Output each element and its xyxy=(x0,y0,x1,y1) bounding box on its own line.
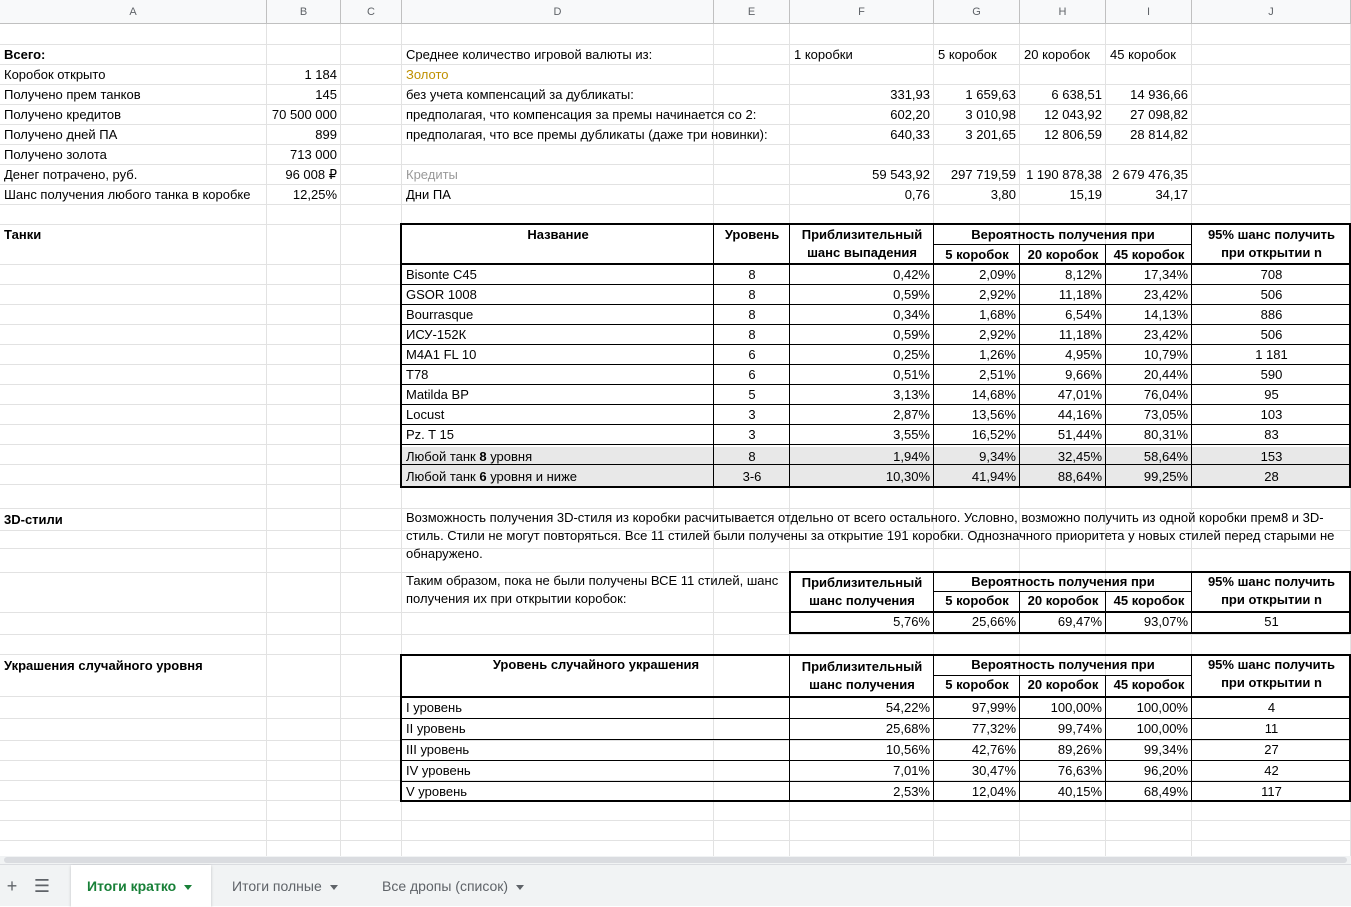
summary-value: 713 000 xyxy=(290,147,337,162)
styles3d-header-b20: 20 коробок xyxy=(1027,593,1099,608)
summary-label: Получено кредитов xyxy=(4,107,122,122)
tank-b45: 14,13% xyxy=(1143,307,1188,322)
credits-value: 297 719,59 xyxy=(950,167,1016,182)
tank-b5: 2,92% xyxy=(979,287,1016,302)
column-header-j[interactable]: J xyxy=(1192,0,1351,24)
styles3d-description: Возможность получения 3D-стиля из коробки расчитывается отдельно от всего остального. Условно, возможно получить из одной коробки прем8 и 3D-стиль. Стили не могут повторяться. Все 11 стилей были получены за открытие 191 коробки. Однозначного приоритета у новых стилей перед старыми не обнаружено. xyxy=(406,510,1335,561)
tank-b20: 51,44% xyxy=(1057,427,1102,442)
tank-b45: 17,34% xyxy=(1143,267,1188,282)
chevron-down-icon[interactable] xyxy=(184,885,192,890)
tank-chance: 0,25% xyxy=(893,347,930,362)
decoration-b5: 42,76% xyxy=(971,742,1016,757)
decoration-n95: 4 xyxy=(1267,700,1276,715)
tank-name-level: 6 xyxy=(479,469,487,484)
summary-value: 145 xyxy=(315,87,337,102)
credits-value: 59 543,92 xyxy=(872,167,930,182)
currency-header: 5 коробок xyxy=(938,47,997,62)
decoration-name: II уровень xyxy=(406,721,466,736)
tank-chance: 2,87% xyxy=(893,407,930,422)
decoration-b20: 76,63% xyxy=(1057,763,1102,778)
decoration-b5: 30,47% xyxy=(971,763,1016,778)
decoration-name: V уровень xyxy=(406,784,468,799)
tank-level: 8 xyxy=(748,287,756,302)
credits-value: 1 190 878,38 xyxy=(1026,167,1102,182)
summary-value: 70 500 000 xyxy=(271,107,337,122)
decoration-b5: 77,32% xyxy=(971,721,1016,736)
tank-name: GSOR 1008 xyxy=(406,287,477,302)
decoration-name: III уровень xyxy=(406,742,470,757)
tank-b45: 80,31% xyxy=(1143,427,1188,442)
summary-value: 899 xyxy=(315,127,337,142)
tank-name: Pz. T 15 xyxy=(406,427,454,442)
tank-name-suffix: уровня xyxy=(486,449,533,464)
styles3d-header-chance: Приблизительный шанс получения xyxy=(801,575,923,608)
tank-chance: 0,59% xyxy=(893,287,930,302)
tank-b45: 58,64% xyxy=(1143,449,1188,464)
tank-n95: 590 xyxy=(1260,367,1283,382)
column-header-i[interactable]: I xyxy=(1106,0,1192,24)
tank-b20: 47,01% xyxy=(1057,387,1102,402)
tank-b5: 1,26% xyxy=(979,347,1016,362)
tank-name-suffix: уровня и ниже xyxy=(486,469,577,484)
decorations-header-n95: 95% шанс получить при открытии n xyxy=(1207,657,1336,690)
scrollbar-thumb[interactable] xyxy=(4,857,1347,863)
tab-itogi-polnye[interactable] xyxy=(216,865,360,907)
decoration-n95: 42 xyxy=(1264,763,1279,778)
summary-value: 12,25% xyxy=(292,187,337,202)
tank-name-prefix: Любой танк xyxy=(406,469,480,484)
tank-name-level: 8 xyxy=(479,449,487,464)
column-header-d[interactable]: D xyxy=(402,0,714,24)
gold-label: Золото xyxy=(406,67,449,82)
gold-row-value: 3 201,65 xyxy=(965,127,1016,142)
decoration-b5: 12,04% xyxy=(971,784,1016,799)
column-header-e[interactable]: E xyxy=(714,0,790,24)
gold-row-value: 602,20 xyxy=(890,107,930,122)
tank-b45: 76,04% xyxy=(1143,387,1188,402)
pa-value: 3,80 xyxy=(990,187,1016,202)
currency-header: 1 коробки xyxy=(794,47,853,62)
styles3d-header-b5: 5 коробок xyxy=(945,593,1009,608)
decorations-header-prob-group: Вероятность получения при xyxy=(971,657,1155,672)
tank-b45: 23,42% xyxy=(1143,327,1188,342)
tank-name-prefix: Любой танк xyxy=(406,449,480,464)
decorations-header-name: Уровень случайного украшения xyxy=(492,657,700,672)
decoration-chance: 54,22% xyxy=(885,700,930,715)
tank-level: 6 xyxy=(748,367,756,382)
tanks-header-b45: 45 коробок xyxy=(1113,247,1185,262)
tank-b45: 10,79% xyxy=(1143,347,1188,362)
decorations-header-b5: 5 коробок xyxy=(945,677,1009,692)
gold-row-value: 28 814,82 xyxy=(1130,127,1188,142)
pa-value: 0,76 xyxy=(904,187,930,202)
styles3d-header-n95: 95% шанс получить при открытии n xyxy=(1207,574,1336,607)
decorations-header-chance: Приблизительный шанс получения xyxy=(801,659,923,692)
tank-b20: 4,95% xyxy=(1065,347,1102,362)
summary-label: Денег потрачено, руб. xyxy=(4,167,138,182)
sheet-tab-bar xyxy=(0,864,1351,906)
summary-value: 1 184 xyxy=(304,67,337,82)
summary-label: Шанс получения любого танка в коробке xyxy=(4,187,251,202)
summary-label: Получено прем танков xyxy=(4,87,141,102)
tank-level: 3 xyxy=(748,407,756,422)
tanks-header-level: Уровень xyxy=(724,227,780,242)
decoration-chance: 25,68% xyxy=(885,721,930,736)
tank-b5: 14,68% xyxy=(971,387,1016,402)
tank-chance: 0,51% xyxy=(893,367,930,382)
tank-n95: 506 xyxy=(1260,327,1283,342)
currency-header: 45 коробок xyxy=(1110,47,1176,62)
decoration-b20: 99,74% xyxy=(1057,721,1102,736)
decoration-b45: 96,20% xyxy=(1143,763,1188,778)
column-header-f[interactable]: F xyxy=(790,0,934,24)
tank-n95: 886 xyxy=(1260,307,1283,322)
gold-row-value: 3 010,98 xyxy=(965,107,1016,122)
tank-b20: 32,45% xyxy=(1057,449,1102,464)
tab-label: Итоги кратко xyxy=(87,878,177,894)
styles3d-b5: 25,66% xyxy=(971,614,1016,629)
column-header-g[interactable]: G xyxy=(934,0,1020,24)
tank-name: Bisonte C45 xyxy=(406,267,477,282)
tank-name-summary xyxy=(402,467,714,487)
tank-level: 8 xyxy=(748,449,756,464)
tank-n95: 708 xyxy=(1260,267,1283,282)
decoration-b45: 100,00% xyxy=(1136,721,1188,736)
tank-b5: 2,51% xyxy=(979,367,1016,382)
decoration-n95: 11 xyxy=(1264,721,1279,736)
tank-n95: 28 xyxy=(1264,469,1279,484)
tank-level: 3-6 xyxy=(742,469,762,484)
tanks-header-b5: 5 коробок xyxy=(945,247,1009,262)
gold-row-value: 331,93 xyxy=(890,87,930,102)
decoration-b20: 100,00% xyxy=(1050,700,1102,715)
tank-b5: 13,56% xyxy=(971,407,1016,422)
summary-label: Получено дней ПА xyxy=(4,127,118,142)
tab-label: Итоги полные xyxy=(232,878,322,894)
tank-b20: 6,54% xyxy=(1065,307,1102,322)
tank-n95: 103 xyxy=(1260,407,1283,422)
tank-n95: 83 xyxy=(1264,427,1279,442)
tank-b45: 73,05% xyxy=(1143,407,1188,422)
horizontal-scrollbar[interactable] xyxy=(0,856,1351,864)
decoration-chance: 10,56% xyxy=(885,742,930,757)
credits-label: Кредиты xyxy=(406,167,458,182)
tanks-header-chance: Приблизительный шанс выпадения xyxy=(801,227,923,260)
decoration-b45: 100,00% xyxy=(1136,700,1188,715)
gold-row-value: 1 659,63 xyxy=(965,87,1016,102)
tank-b20: 8,12% xyxy=(1065,267,1102,282)
decoration-b45: 68,49% xyxy=(1143,784,1188,799)
styles3d-chance: 5,76% xyxy=(893,614,930,629)
styles3d-n95: 51 xyxy=(1264,614,1279,629)
tank-b45: 20,44% xyxy=(1143,367,1188,382)
add-sheet-icon[interactable]: + xyxy=(6,876,18,896)
gold-row-value: 12 043,92 xyxy=(1044,107,1102,122)
pa-label: Дни ПА xyxy=(406,187,451,202)
tank-name: Bourrasque xyxy=(406,307,474,322)
styles3d-b45: 93,07% xyxy=(1143,614,1188,629)
styles3d-note: Таким образом, пока не были получены ВСЕ 11 стилей, шанс получения их при открытии коробок: xyxy=(406,573,779,606)
tank-b5: 2,09% xyxy=(979,267,1016,282)
gold-row-value: 640,33 xyxy=(890,127,930,142)
tank-level: 8 xyxy=(748,267,756,282)
decoration-b5: 97,99% xyxy=(971,700,1016,715)
chevron-down-icon[interactable] xyxy=(516,885,524,890)
tank-b5: 16,52% xyxy=(971,427,1016,442)
tank-name: M4A1 FL 10 xyxy=(406,347,477,362)
decoration-name: IV уровень xyxy=(406,763,471,778)
tank-name-summary xyxy=(402,447,714,467)
tank-b20: 44,16% xyxy=(1057,407,1102,422)
tab-label: Все дропы (список) xyxy=(382,878,509,894)
tanks-header-prob-group: Вероятность получения при xyxy=(971,227,1155,242)
gold-row-value: 27 098,82 xyxy=(1130,107,1188,122)
tank-chance: 0,34% xyxy=(893,307,930,322)
tank-b20: 9,66% xyxy=(1065,367,1102,382)
tank-chance: 3,13% xyxy=(893,387,930,402)
tanks-header-b20: 20 коробок xyxy=(1027,247,1099,262)
tank-chance: 0,42% xyxy=(893,267,930,282)
styles3d-header-prob-group: Вероятность получения при xyxy=(971,574,1155,589)
tank-b45: 23,42% xyxy=(1143,287,1188,302)
tank-b20: 11,18% xyxy=(1058,327,1102,342)
tank-name: Matilda BP xyxy=(406,387,469,402)
gold-row-label: без учета компенсаций за дубликаты: xyxy=(406,87,634,102)
tanks-header-name: Название xyxy=(527,227,589,242)
summary-title: Всего: xyxy=(4,47,46,62)
currency-header: 20 коробок xyxy=(1024,47,1090,62)
tank-b5: 41,94% xyxy=(971,469,1016,484)
decoration-chance: 7,01% xyxy=(893,763,930,778)
tank-n95: 1 181 xyxy=(1255,347,1288,362)
tank-chance: 1,94% xyxy=(893,449,930,464)
gold-row-label: предполагая, что все премы дубликаты (даже три новинки): xyxy=(406,127,768,142)
tank-chance: 0,59% xyxy=(893,327,930,342)
column-header-c[interactable]: C xyxy=(341,0,402,24)
credits-value: 2 679 476,35 xyxy=(1112,167,1188,182)
tank-level: 6 xyxy=(748,347,756,362)
tank-b20: 88,64% xyxy=(1057,469,1102,484)
currency-title: Среднее количество игровой валюты из: xyxy=(406,47,653,62)
summary-label: Получено золота xyxy=(4,147,107,162)
tank-level: 5 xyxy=(748,387,756,402)
gold-row-value: 12 806,59 xyxy=(1044,127,1102,142)
gold-row-value: 14 936,66 xyxy=(1130,87,1188,102)
column-header-a[interactable]: A xyxy=(0,0,267,24)
all-sheets-menu-icon[interactable]: ☰ xyxy=(33,876,51,896)
tank-n95: 153 xyxy=(1260,449,1283,464)
pa-value: 15,19 xyxy=(1069,187,1102,202)
styles3d-header-b45: 45 коробок xyxy=(1113,593,1185,608)
summary-label: Коробок открыто xyxy=(4,67,106,82)
column-header-h[interactable]: H xyxy=(1020,0,1106,24)
tank-name: Locust xyxy=(406,407,445,422)
tab-itogi-kratko[interactable] xyxy=(71,865,211,907)
styles3d-section-label: 3D-стили xyxy=(4,512,63,527)
gold-row-label: предполагая, что компенсация за премы начинается со 2: xyxy=(406,107,757,122)
tank-level: 8 xyxy=(748,307,756,322)
tank-n95: 95 xyxy=(1264,387,1279,402)
decoration-chance: 2,53% xyxy=(893,784,930,799)
pa-value: 34,17 xyxy=(1155,187,1188,202)
tanks-section-label: Танки xyxy=(4,227,42,242)
tank-chance: 3,55% xyxy=(893,427,930,442)
tank-name: T78 xyxy=(406,367,429,382)
decoration-n95: 117 xyxy=(1261,784,1282,799)
tank-b20: 11,18% xyxy=(1058,287,1102,302)
tanks-header-n95: 95% шанс получить при открытии n xyxy=(1207,227,1336,260)
decorations-header-b20: 20 коробок xyxy=(1027,677,1099,692)
tank-n95: 506 xyxy=(1260,287,1283,302)
decoration-b45: 99,34% xyxy=(1143,742,1188,757)
gold-row-value: 6 638,51 xyxy=(1051,87,1102,102)
tank-level: 8 xyxy=(748,327,756,342)
tank-level: 3 xyxy=(748,427,756,442)
tank-b45: 99,25% xyxy=(1143,469,1188,484)
tank-chance: 10,30% xyxy=(885,469,930,484)
tank-name: ИСУ-152К xyxy=(406,327,467,342)
styles3d-b20: 69,47% xyxy=(1057,614,1102,629)
tab-vse-dropy[interactable] xyxy=(366,865,552,907)
column-header-b[interactable]: B xyxy=(267,0,341,24)
decoration-b20: 40,15% xyxy=(1057,784,1102,799)
tank-b5: 2,92% xyxy=(979,327,1016,342)
decorations-section-label: Украшения случайного уровня xyxy=(4,658,203,673)
summary-value: 96 008 ₽ xyxy=(285,167,337,182)
decoration-name: I уровень xyxy=(406,700,462,715)
decoration-b20: 89,26% xyxy=(1057,742,1102,757)
tank-b5: 1,68% xyxy=(979,307,1016,322)
decorations-header-b45: 45 коробок xyxy=(1113,677,1185,692)
tank-b5: 9,34% xyxy=(979,449,1016,464)
chevron-down-icon[interactable] xyxy=(330,885,338,890)
decoration-n95: 27 xyxy=(1264,742,1279,757)
